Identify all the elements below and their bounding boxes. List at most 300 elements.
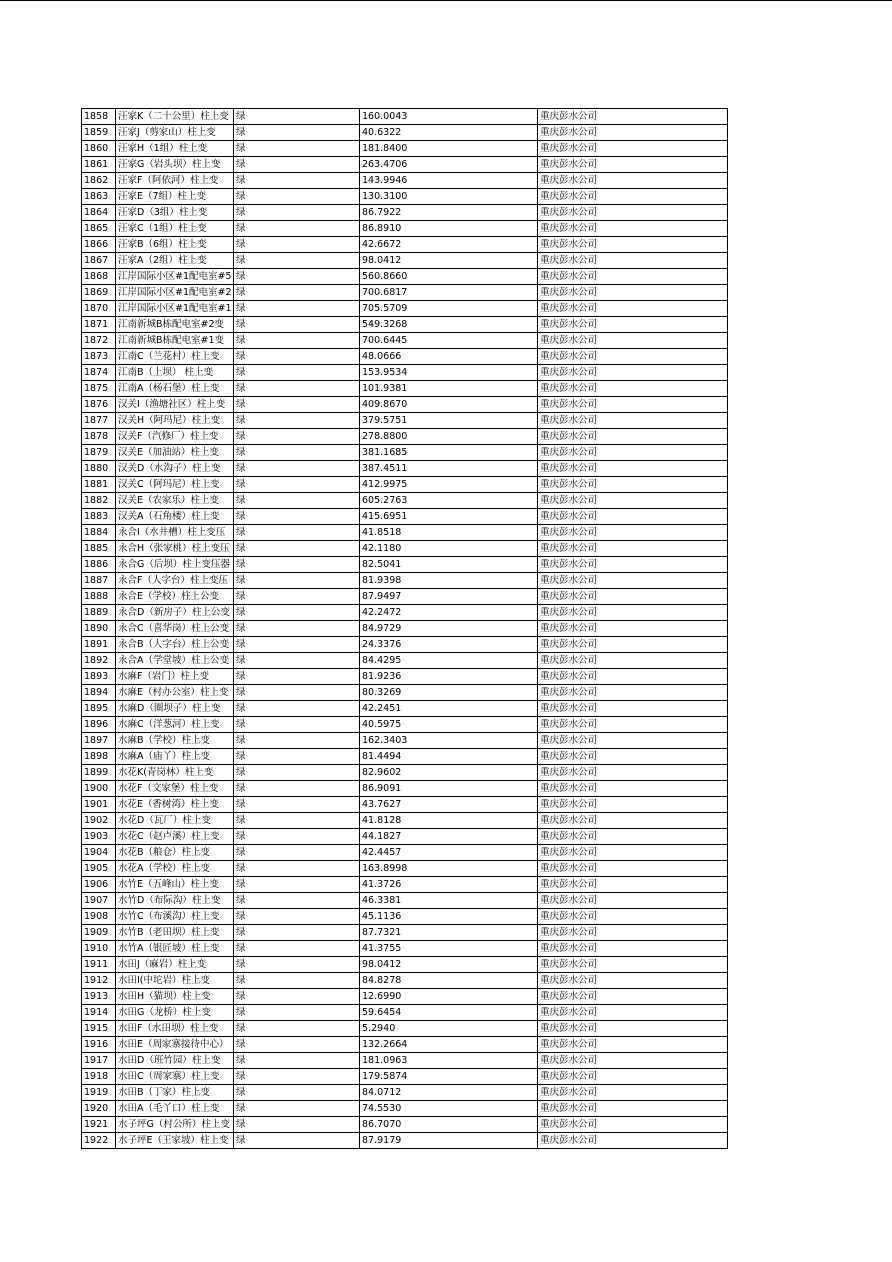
status-color-cell: 绿: [234, 1085, 360, 1101]
table-row: [82, 125, 728, 141]
table-row: [82, 493, 728, 509]
company-cell: 重庆彭水公司: [538, 541, 728, 557]
value-cell: 42.1180: [360, 541, 538, 557]
transformer-name-cell: 水子坪G（村公所）柱上变: [116, 1117, 234, 1133]
row-id-cell: 1868: [82, 269, 116, 285]
table-row: [82, 973, 728, 989]
value-cell: 87.7321: [360, 925, 538, 941]
transformer-name-cell: 汉关I（渔塘社区）柱上变: [116, 397, 234, 413]
transformer-name-cell: 汪家C（1组）柱上变: [116, 221, 234, 237]
status-color-cell: 绿: [234, 381, 360, 397]
status-color-cell: 绿: [234, 269, 360, 285]
status-color-cell: 绿: [234, 509, 360, 525]
table-row: [82, 253, 728, 269]
table-row: [82, 1005, 728, 1021]
table-row: [82, 413, 728, 429]
row-id-cell: 1884: [82, 525, 116, 541]
company-cell: 重庆彭水公司: [538, 189, 728, 205]
row-id-cell: 1907: [82, 893, 116, 909]
status-color-cell: 绿: [234, 285, 360, 301]
table-row: [82, 749, 728, 765]
transformer-name-cell: 水麻D（圈坝子）柱上变: [116, 701, 234, 717]
row-id-cell: 1892: [82, 653, 116, 669]
row-id-cell: 1908: [82, 909, 116, 925]
row-id-cell: 1863: [82, 189, 116, 205]
row-id-cell: 1914: [82, 1005, 116, 1021]
value-cell: 87.9179: [360, 1133, 538, 1149]
table-row: [82, 813, 728, 829]
transformer-name-cell: 水花A（学校）柱上变: [116, 861, 234, 877]
transformer-name-cell: 江岸国际小区#1配电室#1: [116, 301, 234, 317]
value-cell: 605.2763: [360, 493, 538, 509]
transformer-name-cell: 水田C（周家寨）柱上变: [116, 1069, 234, 1085]
status-color-cell: 绿: [234, 589, 360, 605]
value-cell: 160.0043: [360, 109, 538, 125]
value-cell: 24.3376: [360, 637, 538, 653]
company-cell: 重庆彭水公司: [538, 525, 728, 541]
status-color-cell: 绿: [234, 477, 360, 493]
transformer-name-cell: 水花C（赵卢溪）柱上变: [116, 829, 234, 845]
company-cell: 重庆彭水公司: [538, 301, 728, 317]
value-cell: 163.8998: [360, 861, 538, 877]
transformer-name-cell: 汪家G（岩头坝）柱上变: [116, 157, 234, 173]
value-cell: 705.5709: [360, 301, 538, 317]
company-cell: 重庆彭水公司: [538, 333, 728, 349]
company-cell: 重庆彭水公司: [538, 1117, 728, 1133]
transformer-name-cell: 水田E（周家寨接待中心）: [116, 1037, 234, 1053]
value-cell: 74.5530: [360, 1101, 538, 1117]
table-row: [82, 109, 728, 125]
status-color-cell: 绿: [234, 1133, 360, 1149]
row-id-cell: 1893: [82, 669, 116, 685]
transformer-name-cell: 水花D（瓦厂）柱上变: [116, 813, 234, 829]
transformer-name-cell: 水麻F（岩门）柱上变: [116, 669, 234, 685]
company-cell: 重庆彭水公司: [538, 397, 728, 413]
value-cell: 41.8128: [360, 813, 538, 829]
row-id-cell: 1880: [82, 461, 116, 477]
company-cell: 重庆彭水公司: [538, 749, 728, 765]
transformer-name-cell: 汉关C（阿玛尼）柱上变: [116, 477, 234, 493]
row-id-cell: 1869: [82, 285, 116, 301]
value-cell: 40.6322: [360, 125, 538, 141]
transformer-name-cell: 永合A（学堂坡）柱上公变: [116, 653, 234, 669]
table-row: [82, 925, 728, 941]
row-id-cell: 1867: [82, 253, 116, 269]
transformer-name-cell: 水子坪E（王家坡）柱上变: [116, 1133, 234, 1149]
row-id-cell: 1913: [82, 989, 116, 1005]
status-color-cell: 绿: [234, 1021, 360, 1037]
table-row: [82, 317, 728, 333]
value-cell: 43.7627: [360, 797, 538, 813]
table-row: [82, 1069, 728, 1085]
row-id-cell: 1861: [82, 157, 116, 173]
row-id-cell: 1919: [82, 1085, 116, 1101]
status-color-cell: 绿: [234, 797, 360, 813]
transformer-name-cell: 水田G（龙桥）柱上变: [116, 1005, 234, 1021]
row-id-cell: 1885: [82, 541, 116, 557]
value-cell: 42.2451: [360, 701, 538, 717]
table-row: [82, 861, 728, 877]
value-cell: 379.5751: [360, 413, 538, 429]
company-cell: 重庆彭水公司: [538, 797, 728, 813]
status-color-cell: 绿: [234, 685, 360, 701]
table-row: [82, 717, 728, 733]
value-cell: 41.3755: [360, 941, 538, 957]
company-cell: 重庆彭水公司: [538, 445, 728, 461]
company-cell: 重庆彭水公司: [538, 349, 728, 365]
status-color-cell: 绿: [234, 893, 360, 909]
value-cell: 143.9946: [360, 173, 538, 189]
value-cell: 179.5874: [360, 1069, 538, 1085]
row-id-cell: 1900: [82, 781, 116, 797]
row-id-cell: 1883: [82, 509, 116, 525]
table-row: [82, 141, 728, 157]
company-cell: 重庆彭水公司: [538, 1021, 728, 1037]
value-cell: 381.1685: [360, 445, 538, 461]
table-row: [82, 525, 728, 541]
row-id-cell: 1897: [82, 733, 116, 749]
transformer-name-cell: 汉关E（农家乐）柱上变: [116, 493, 234, 509]
transformer-name-cell: 永合H（张家桃）柱上变压: [116, 541, 234, 557]
status-color-cell: 绿: [234, 109, 360, 125]
value-cell: 59.6454: [360, 1005, 538, 1021]
transformer-name-cell: 水麻C（洋葱河）柱上变: [116, 717, 234, 733]
status-color-cell: 绿: [234, 125, 360, 141]
row-id-cell: 1911: [82, 957, 116, 973]
table-row: [82, 1101, 728, 1117]
status-color-cell: 绿: [234, 621, 360, 637]
status-color-cell: 绿: [234, 957, 360, 973]
value-cell: 42.2472: [360, 605, 538, 621]
company-cell: 重庆彭水公司: [538, 205, 728, 221]
status-color-cell: 绿: [234, 701, 360, 717]
table-row: [82, 589, 728, 605]
transformer-name-cell: 汉关A（石角楼）柱上变: [116, 509, 234, 525]
table-row: [82, 237, 728, 253]
table-row: [82, 829, 728, 845]
transformer-name-cell: 水田B（丁家）柱上变: [116, 1085, 234, 1101]
status-color-cell: 绿: [234, 333, 360, 349]
value-cell: 101.9381: [360, 381, 538, 397]
status-color-cell: 绿: [234, 525, 360, 541]
status-color-cell: 绿: [234, 829, 360, 845]
company-cell: 重庆彭水公司: [538, 221, 728, 237]
value-cell: 181.0963: [360, 1053, 538, 1069]
status-color-cell: 绿: [234, 1101, 360, 1117]
status-color-cell: 绿: [234, 877, 360, 893]
row-id-cell: 1922: [82, 1133, 116, 1149]
value-cell: 560.8660: [360, 269, 538, 285]
value-cell: 86.9091: [360, 781, 538, 797]
company-cell: 重庆彭水公司: [538, 829, 728, 845]
transformer-name-cell: 水麻B（学校）柱上变: [116, 733, 234, 749]
company-cell: 重庆彭水公司: [538, 669, 728, 685]
value-cell: 80.3269: [360, 685, 538, 701]
page-top-rule: [0, 0, 892, 1]
company-cell: 重庆彭水公司: [538, 621, 728, 637]
status-color-cell: 绿: [234, 445, 360, 461]
transformer-name-cell: 汪家K（二十公里）柱上变: [116, 109, 234, 125]
status-color-cell: 绿: [234, 413, 360, 429]
table-row: [82, 541, 728, 557]
table-row: [82, 845, 728, 861]
row-id-cell: 1879: [82, 445, 116, 461]
table-body: [82, 109, 728, 1149]
row-id-cell: 1906: [82, 877, 116, 893]
table-row: [82, 189, 728, 205]
row-id-cell: 1916: [82, 1037, 116, 1053]
table-row: [82, 301, 728, 317]
status-color-cell: 绿: [234, 989, 360, 1005]
transformer-name-cell: 水田F（水田坝）柱上变: [116, 1021, 234, 1037]
company-cell: 重庆彭水公司: [538, 1085, 728, 1101]
value-cell: 41.3726: [360, 877, 538, 893]
row-id-cell: 1873: [82, 349, 116, 365]
table-row: [82, 365, 728, 381]
status-color-cell: 绿: [234, 317, 360, 333]
value-cell: 82.5041: [360, 557, 538, 573]
transformer-name-cell: 永合F（人字台）柱上变压: [116, 573, 234, 589]
transformer-name-cell: 汪家F（阿依河）柱上变: [116, 173, 234, 189]
status-color-cell: 绿: [234, 781, 360, 797]
transformer-name-cell: 江南C（兰花村）柱上变: [116, 349, 234, 365]
table-row: [82, 477, 728, 493]
company-cell: 重庆彭水公司: [538, 973, 728, 989]
status-color-cell: 绿: [234, 653, 360, 669]
row-id-cell: 1904: [82, 845, 116, 861]
transformer-name-cell: 水田A（毛丫口）柱上变: [116, 1101, 234, 1117]
value-cell: 84.4295: [360, 653, 538, 669]
value-cell: 84.8278: [360, 973, 538, 989]
value-cell: 82.9602: [360, 765, 538, 781]
table-row: [82, 509, 728, 525]
status-color-cell: 绿: [234, 205, 360, 221]
table-row: [82, 397, 728, 413]
row-id-cell: 1901: [82, 797, 116, 813]
row-id-cell: 1899: [82, 765, 116, 781]
value-cell: 42.6672: [360, 237, 538, 253]
company-cell: 重庆彭水公司: [538, 125, 728, 141]
row-id-cell: 1898: [82, 749, 116, 765]
value-cell: 41.8518: [360, 525, 538, 541]
row-id-cell: 1875: [82, 381, 116, 397]
value-cell: 48.0666: [360, 349, 538, 365]
row-id-cell: 1864: [82, 205, 116, 221]
company-cell: 重庆彭水公司: [538, 861, 728, 877]
transformer-name-cell: 水田J（麻岩）柱上变: [116, 957, 234, 973]
table-row: [82, 1021, 728, 1037]
table-row: [82, 173, 728, 189]
table-row: [82, 285, 728, 301]
table-row: [82, 1117, 728, 1133]
company-cell: 重庆彭水公司: [538, 957, 728, 973]
row-id-cell: 1905: [82, 861, 116, 877]
status-color-cell: 绿: [234, 749, 360, 765]
company-cell: 重庆彭水公司: [538, 157, 728, 173]
table-row: [82, 157, 728, 173]
company-cell: 重庆彭水公司: [538, 925, 728, 941]
company-cell: 重庆彭水公司: [538, 605, 728, 621]
status-color-cell: 绿: [234, 1037, 360, 1053]
row-id-cell: 1890: [82, 621, 116, 637]
status-color-cell: 绿: [234, 1069, 360, 1085]
value-cell: 5.2940: [360, 1021, 538, 1037]
status-color-cell: 绿: [234, 429, 360, 445]
company-cell: 重庆彭水公司: [538, 141, 728, 157]
row-id-cell: 1902: [82, 813, 116, 829]
transformer-name-cell: 江南新城B栋配电室#1变: [116, 333, 234, 349]
value-cell: 81.9236: [360, 669, 538, 685]
status-color-cell: 绿: [234, 973, 360, 989]
value-cell: 40.5975: [360, 717, 538, 733]
row-id-cell: 1921: [82, 1117, 116, 1133]
company-cell: 重庆彭水公司: [538, 173, 728, 189]
value-cell: 415.6951: [360, 509, 538, 525]
value-cell: 278.8800: [360, 429, 538, 445]
transformer-name-cell: 永合B（人字台）柱上公变: [116, 637, 234, 653]
status-color-cell: 绿: [234, 173, 360, 189]
transformer-name-cell: 汪家J（剪家山）柱上变: [116, 125, 234, 141]
table-row: [82, 685, 728, 701]
transformer-table: [81, 108, 728, 1149]
transformer-name-cell: 水花B（粮仓）柱上变: [116, 845, 234, 861]
value-cell: 130.3100: [360, 189, 538, 205]
table-row: [82, 221, 728, 237]
transformer-name-cell: 水竹E（五峰山）柱上变: [116, 877, 234, 893]
transformer-name-cell: 汪家A（2组）柱上变: [116, 253, 234, 269]
status-color-cell: 绿: [234, 909, 360, 925]
company-cell: 重庆彭水公司: [538, 717, 728, 733]
value-cell: 162.3403: [360, 733, 538, 749]
table-row: [82, 1133, 728, 1149]
transformer-name-cell: 江南新城B栋配电室#2变: [116, 317, 234, 333]
table-row: [82, 429, 728, 445]
transformer-name-cell: 水花F（文家堡）柱上变: [116, 781, 234, 797]
status-color-cell: 绿: [234, 925, 360, 941]
row-id-cell: 1888: [82, 589, 116, 605]
table-row: [82, 205, 728, 221]
row-id-cell: 1889: [82, 605, 116, 621]
table-row: [82, 941, 728, 957]
row-id-cell: 1862: [82, 173, 116, 189]
status-color-cell: 绿: [234, 461, 360, 477]
value-cell: 45.1136: [360, 909, 538, 925]
table-row: [82, 669, 728, 685]
row-id-cell: 1896: [82, 717, 116, 733]
transformer-name-cell: 永合I（水井槽）柱上变压: [116, 525, 234, 541]
status-color-cell: 绿: [234, 605, 360, 621]
row-id-cell: 1866: [82, 237, 116, 253]
company-cell: 重庆彭水公司: [538, 653, 728, 669]
transformer-name-cell: 汪家B（6组）柱上变: [116, 237, 234, 253]
company-cell: 重庆彭水公司: [538, 909, 728, 925]
status-color-cell: 绿: [234, 1117, 360, 1133]
company-cell: 重庆彭水公司: [538, 637, 728, 653]
row-id-cell: 1870: [82, 301, 116, 317]
company-cell: 重庆彭水公司: [538, 1037, 728, 1053]
status-color-cell: 绿: [234, 253, 360, 269]
row-id-cell: 1874: [82, 365, 116, 381]
row-id-cell: 1881: [82, 477, 116, 493]
value-cell: 98.0412: [360, 253, 538, 269]
table-row: [82, 349, 728, 365]
company-cell: 重庆彭水公司: [538, 429, 728, 445]
transformer-name-cell: 汉关F（汽修厂）柱上变: [116, 429, 234, 445]
status-color-cell: 绿: [234, 237, 360, 253]
transformer-name-cell: 汪家H（1组）柱上变: [116, 141, 234, 157]
row-id-cell: 1909: [82, 925, 116, 941]
status-color-cell: 绿: [234, 397, 360, 413]
row-id-cell: 1858: [82, 109, 116, 125]
transformer-name-cell: 汉关D（水沟子）柱上变: [116, 461, 234, 477]
transformer-name-cell: 水竹A（银匠坡）柱上变: [116, 941, 234, 957]
row-id-cell: 1894: [82, 685, 116, 701]
transformer-name-cell: 水花E（香树湾）柱上变: [116, 797, 234, 813]
row-id-cell: 1877: [82, 413, 116, 429]
value-cell: 387.4511: [360, 461, 538, 477]
table-row: [82, 765, 728, 781]
company-cell: 重庆彭水公司: [538, 1005, 728, 1021]
company-cell: 重庆彭水公司: [538, 477, 728, 493]
status-color-cell: 绿: [234, 157, 360, 173]
transformer-name-cell: 永合C（喜华岗）柱上公变: [116, 621, 234, 637]
company-cell: 重庆彭水公司: [538, 285, 728, 301]
company-cell: 重庆彭水公司: [538, 989, 728, 1005]
value-cell: 153.9534: [360, 365, 538, 381]
table-row: [82, 877, 728, 893]
value-cell: 412.9975: [360, 477, 538, 493]
row-id-cell: 1920: [82, 1101, 116, 1117]
status-color-cell: 绿: [234, 189, 360, 205]
transformer-name-cell: 水竹B（老田坝）柱上变: [116, 925, 234, 941]
transformer-name-cell: 永合G（后坝）柱上变压器: [116, 557, 234, 573]
transformer-name-cell: 永合D（新房子）柱上公变: [116, 605, 234, 621]
transformer-name-cell: 水麻E（村办公室）柱上变: [116, 685, 234, 701]
company-cell: 重庆彭水公司: [538, 413, 728, 429]
transformer-name-cell: 汪家D（3组）柱上变: [116, 205, 234, 221]
table-row: [82, 957, 728, 973]
table-row: [82, 1085, 728, 1101]
table-row: [82, 605, 728, 621]
value-cell: 84.0712: [360, 1085, 538, 1101]
transformer-name-cell: 水竹C（布溪沟）柱上变: [116, 909, 234, 925]
company-cell: 重庆彭水公司: [538, 589, 728, 605]
status-color-cell: 绿: [234, 717, 360, 733]
status-color-cell: 绿: [234, 845, 360, 861]
status-color-cell: 绿: [234, 493, 360, 509]
value-cell: 81.4494: [360, 749, 538, 765]
status-color-cell: 绿: [234, 765, 360, 781]
status-color-cell: 绿: [234, 1005, 360, 1021]
row-id-cell: 1918: [82, 1069, 116, 1085]
company-cell: 重庆彭水公司: [538, 253, 728, 269]
row-id-cell: 1887: [82, 573, 116, 589]
company-cell: 重庆彭水公司: [538, 765, 728, 781]
table-row: [82, 893, 728, 909]
row-id-cell: 1903: [82, 829, 116, 845]
table-row: [82, 381, 728, 397]
table-row: [82, 637, 728, 653]
row-id-cell: 1876: [82, 397, 116, 413]
value-cell: 81.9398: [360, 573, 538, 589]
table-row: [82, 909, 728, 925]
table-row: [82, 621, 728, 637]
value-cell: 86.8910: [360, 221, 538, 237]
table-row: [82, 781, 728, 797]
transformer-name-cell: 水麻A（庙丫）柱上变: [116, 749, 234, 765]
value-cell: 409.8670: [360, 397, 538, 413]
table-row: [82, 733, 728, 749]
